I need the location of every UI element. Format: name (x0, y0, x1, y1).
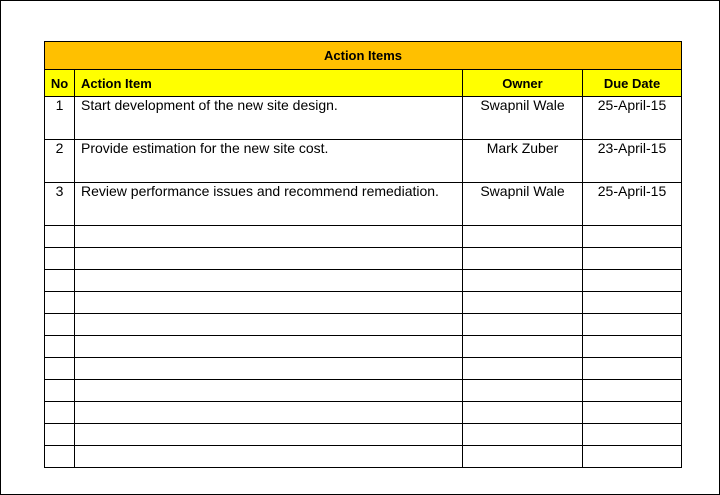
cell-due-date (583, 248, 682, 270)
empty-table-row (45, 446, 682, 468)
cell-owner (463, 248, 583, 270)
cell-no (45, 336, 75, 358)
empty-table-row (45, 358, 682, 380)
cell-due-date: 25-April-15 (583, 183, 682, 226)
cell-action-item (75, 336, 463, 358)
cell-no: 1 (45, 97, 75, 140)
cell-no (45, 358, 75, 380)
cell-owner (463, 336, 583, 358)
cell-owner (463, 402, 583, 424)
cell-action-item (75, 424, 463, 446)
empty-table-row (45, 226, 682, 248)
table-row (45, 140, 682, 183)
table-header-row (45, 70, 682, 97)
cell-due-date (583, 358, 682, 380)
cell-action-item (75, 358, 463, 380)
cell-owner: Swapnil Wale (463, 183, 583, 226)
empty-table-row (45, 248, 682, 270)
cell-action-item (75, 226, 463, 248)
cell-no (45, 248, 75, 270)
cell-due-date (583, 446, 682, 468)
table-title-row (45, 42, 682, 70)
empty-table-row (45, 380, 682, 402)
cell-owner (463, 380, 583, 402)
action-items-table (44, 41, 682, 468)
table-title: Action Items (45, 42, 682, 70)
cell-owner (463, 270, 583, 292)
cell-no (45, 446, 75, 468)
column-header-action-item: Action Item (75, 70, 463, 97)
table-body (45, 97, 682, 468)
cell-due-date (583, 402, 682, 424)
cell-no (45, 270, 75, 292)
empty-table-row (45, 424, 682, 446)
cell-no (45, 292, 75, 314)
empty-table-row (45, 336, 682, 358)
cell-action-item (75, 402, 463, 424)
cell-owner: Swapnil Wale (463, 97, 583, 140)
cell-no (45, 380, 75, 402)
table-row (45, 97, 682, 140)
cell-action-item (75, 270, 463, 292)
cell-action-item: Provide estimation for the new site cost. (75, 140, 463, 183)
column-header-due-date: Due Date (583, 70, 682, 97)
cell-owner: Mark Zuber (463, 140, 583, 183)
cell-owner (463, 358, 583, 380)
cell-no (45, 314, 75, 336)
column-header-no: No (45, 70, 75, 97)
cell-action-item: Start development of the new site design. (75, 97, 463, 140)
cell-due-date (583, 292, 682, 314)
cell-action-item (75, 380, 463, 402)
cell-action-item (75, 292, 463, 314)
cell-due-date: 23-April-15 (583, 140, 682, 183)
cell-no (45, 402, 75, 424)
empty-table-row (45, 292, 682, 314)
cell-action-item (75, 446, 463, 468)
column-header-owner: Owner (463, 70, 583, 97)
cell-due-date (583, 270, 682, 292)
cell-owner (463, 314, 583, 336)
cell-due-date (583, 380, 682, 402)
cell-no: 3 (45, 183, 75, 226)
cell-owner (463, 446, 583, 468)
cell-due-date (583, 314, 682, 336)
cell-no: 2 (45, 140, 75, 183)
empty-table-row (45, 314, 682, 336)
empty-table-row (45, 402, 682, 424)
cell-action-item: Review performance issues and recommend remediation. (75, 183, 463, 226)
cell-due-date (583, 226, 682, 248)
cell-due-date (583, 336, 682, 358)
cell-due-date (583, 424, 682, 446)
cell-action-item (75, 248, 463, 270)
cell-no (45, 424, 75, 446)
table-row (45, 183, 682, 226)
empty-table-row (45, 270, 682, 292)
cell-owner (463, 424, 583, 446)
cell-owner (463, 226, 583, 248)
cell-action-item (75, 314, 463, 336)
cell-owner (463, 292, 583, 314)
cell-due-date: 25-April-15 (583, 97, 682, 140)
cell-no (45, 226, 75, 248)
